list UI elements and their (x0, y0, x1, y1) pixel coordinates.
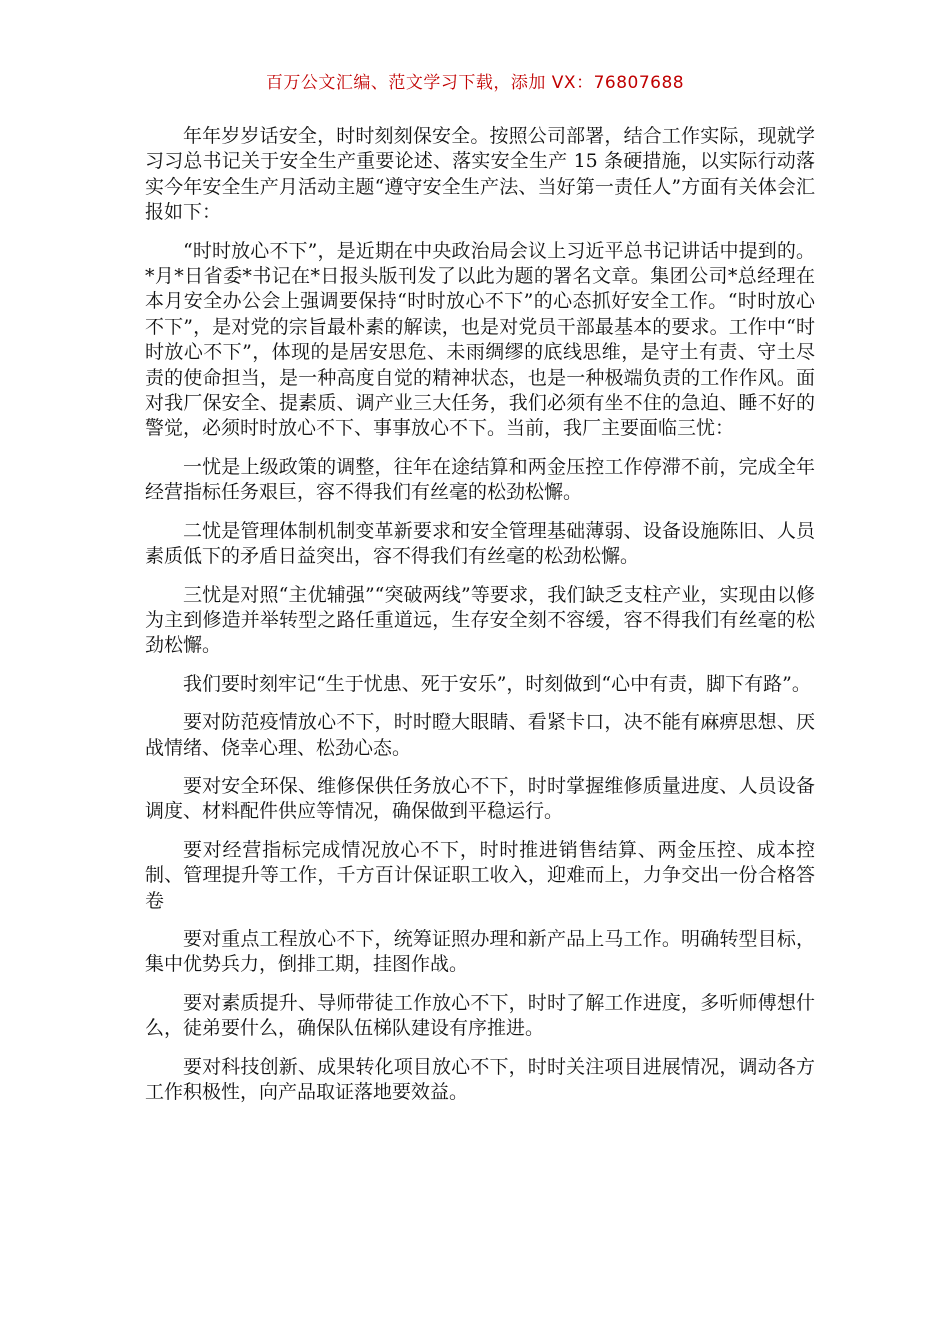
paragraph-mentoring: 要对素质提升、导师带徒工作放心不下，时时了解工作进度，多听师傅想什么，徒弟要什么，确保队伍梯队建设有序推进。 (145, 991, 815, 1040)
watermark-header: 百万公文汇编、范文学习下载，添加 VX：76807688 (265, 73, 685, 93)
paragraph-context: “时时放心不下”，是近期在中央政治局会议上习近平总书记讲话中提到的。*月*日省委*书记在*日报头版刊发了以此为题的署名文章。集团公司*总经理在本月安全办公会上强调要保持“时时放心不下”的心态抓好安全工作。“时时放心不下”，是对党的宗旨最朴素的解读，也是对党员干部最基本的要求。工作中“时时放心不下”，体现的是居安思危、未雨绸缪的底线思维，是守土有责、守土尽责的使命担当，是一种高度自觉的精神状态，也是一种极端负责的工作作风。面对我厂保安全、提素质、调产业三大任务，我们必须有坐不住的急迫、睡不好的警觉，必须时时放心不下、事事放心不下。当前，我厂主要面临三忧： (145, 239, 815, 440)
paragraph-motto: 我们要时刻牢记“生于忧患、死于安乐”，时刻做到“心中有责，脚下有路”。 (183, 672, 811, 695)
paragraph-epidemic: 要对防范疫情放心不下，时时瞪大眼睛、看紧卡口，决不能有麻痹思想、厌战情绪、侥幸心理、松劲心态。 (145, 711, 815, 759)
paragraph-operations: 要对经营指标完成情况放心不下，时时推进销售结算、两金压控、成本控制、管理提升等工作，千方百计保证职工收入，迎难而上，力争交出一份合格答卷 (145, 838, 815, 912)
paragraph-safety: 要对安全环保、维修保供任务放心不下，时时掌握维修质量进度、人员设备调度、材料配件供应等情况，确保做到平稳运行。 (145, 774, 815, 823)
paragraph-worry-3: 三忧是对照“主优辅强”“突破两线”等要求，我们缺乏支柱产业，实现由以修为主到修造并举转型之路任重道远，生存安全刻不容缓，容不得我们有丝毫的松劲松懈。 (145, 583, 815, 657)
paragraph-intro: 年年岁岁话安全，时时刻刻保安全。按照公司部署，结合工作实际，现就学习习总书记关于安全生产重要论述、落实安全生产 15 条硬措施，以实际行动落实今年安全生产月活动主题“遵守安全生产法、当好第一责任人”方面有关体会汇报如下： (145, 125, 815, 224)
paragraph-innovation: 要对科技创新、成果转化项目放心不下，时时关注项目进展情况，调动各方工作积极性，向产品取证落地要效益。 (145, 1055, 815, 1103)
paragraph-worry-2: 二忧是管理体制机制变革新要求和安全管理基础薄弱、设备设施陈旧、人员素质低下的矛盾日益突出，容不得我们有丝毫的松劲松懈。 (145, 519, 815, 568)
paragraph-key-projects: 要对重点工程放心不下，统筹证照办理和新产品上马工作。明确转型目标，集中优势兵力，倒排工期，挂图作战。 (145, 927, 815, 976)
document-body (145, 124, 815, 1118)
paragraph-worry-1: 一忧是上级政策的调整，往年在途结算和两金压控工作停滞不前，完成全年经营指标任务艰巨，容不得我们有丝毫的松劲松懈。 (145, 455, 815, 504)
